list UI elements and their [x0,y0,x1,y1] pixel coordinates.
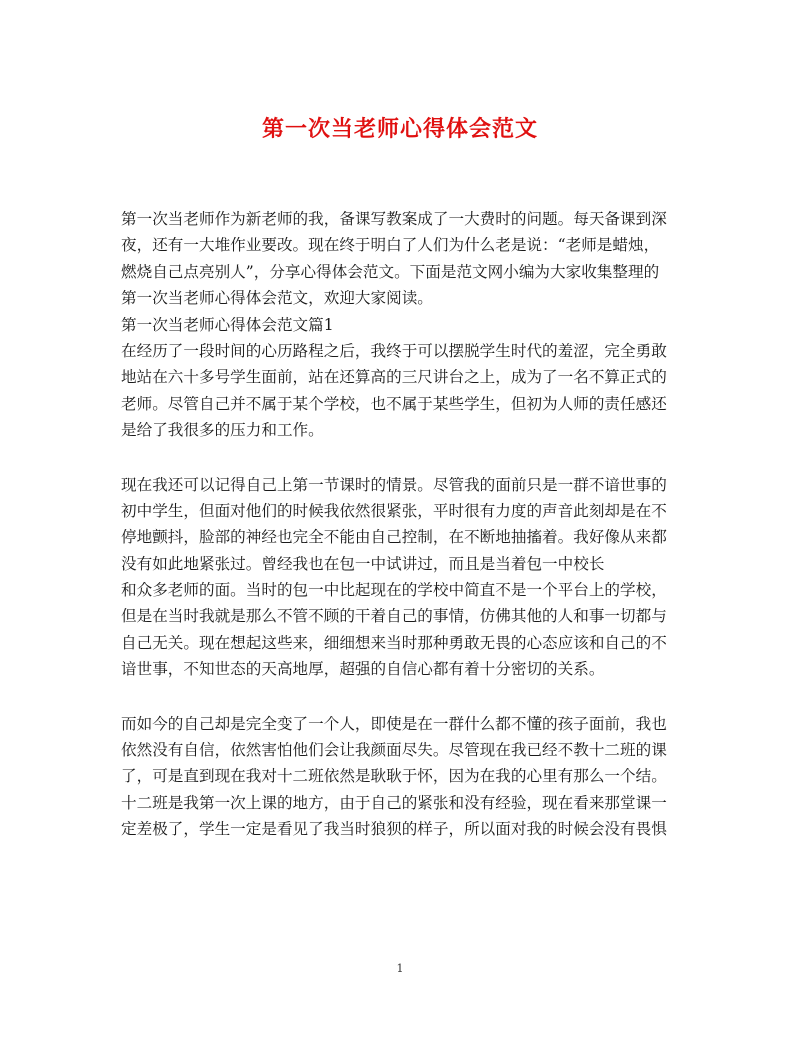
text-line: 而如今的自己却是完全变了一个人，即使是在一群什么都不懂的孩子面前，我也 [121,714,667,733]
text-line: 自己无关。现在想起这些来，细细想来当时那种勇敢无畏的心态应该和自己的不 [121,633,667,652]
text-line: 没有如此地紧张过。曾经我也在包一中试讲过，而且是当着包一中校长 [121,554,605,573]
section-heading: 第一次当老师心得体会范文篇1 [121,315,334,334]
page-number: 1 [396,962,404,975]
text-line: 了，可是直到现在我对十二班依然是耿耿于怀，因为在我的心里有那么一个结。 [121,767,667,786]
text-line: 谙世事，不知世态的天高地厚，超强的自信心都有着十分密切的关系。 [121,660,605,679]
text-line: 第一次当老师作为新老师的我，备课写教案成了一大费时的问题。每天备课到深 [121,210,667,228]
document-title: 第一次当老师心得体会范文 [261,116,538,142]
text-line: 燃烧自己点亮别人”，分享心得体会范文。下面是范文网小编为大家收集整理的 [121,262,660,281]
text-line: 夜，还有一大堆作业要改。现在终于明白了人们为什么老是说：“老师是蜡烛， [121,236,660,255]
text-line: 停地颤抖，脸部的神经也完全不能由自己控制，在不断地抽搐着。我好像从来都 [121,528,667,547]
text-line: 第一次当老师心得体会范文，欢迎大家阅读。 [121,289,433,308]
paragraph-gap [121,683,681,711]
text-line: 是给了我很多的压力和工作。 [121,421,324,440]
text-line: 现在我还可以记得自己上第一节课时的情景。尽管我的面前只是一群不谙世事的 [121,475,667,494]
text-line: 初中学生，但面对他们的时候我依然很紧张，平时很有力度的声音此刻却是在不 [121,501,667,520]
paragraph-gap [121,444,681,472]
text-line: 在经历了一段时间的心历路程之后，我终于可以摆脱学生时代的羞涩，完全勇敢 [121,341,667,360]
text-line: 但是在当时我就是那么不管不顾的干着自己的事情，仿佛其他的人和事一切都与 [121,607,667,626]
text-line: 和众多老师的面。当时的包一中比起现在的学校中简直不是一个平台上的学校， [121,581,667,600]
text-line: 定差极了，学生一定是看见了我当时狼狈的样子，所以面对我的时候会没有畏惧 [121,820,667,839]
text-line: 老师。尽管自己并不属于某个学校，也不属于某些学生，但初为人师的责任感还 [121,394,667,413]
text-line: 依然没有自信，依然害怕他们会让我颜面尽失。尽管现在我已经不教十二班的课 [121,741,667,760]
text-line: 十二班是我第一次上课的地方，由于自己的紧张和没有经验，现在看来那堂课一 [121,793,667,812]
text-line: 地站在六十多号学生面前，站在还算高的三尺讲台之上，成为了一名不算正式的 [121,368,667,387]
document-body [121,206,681,843]
